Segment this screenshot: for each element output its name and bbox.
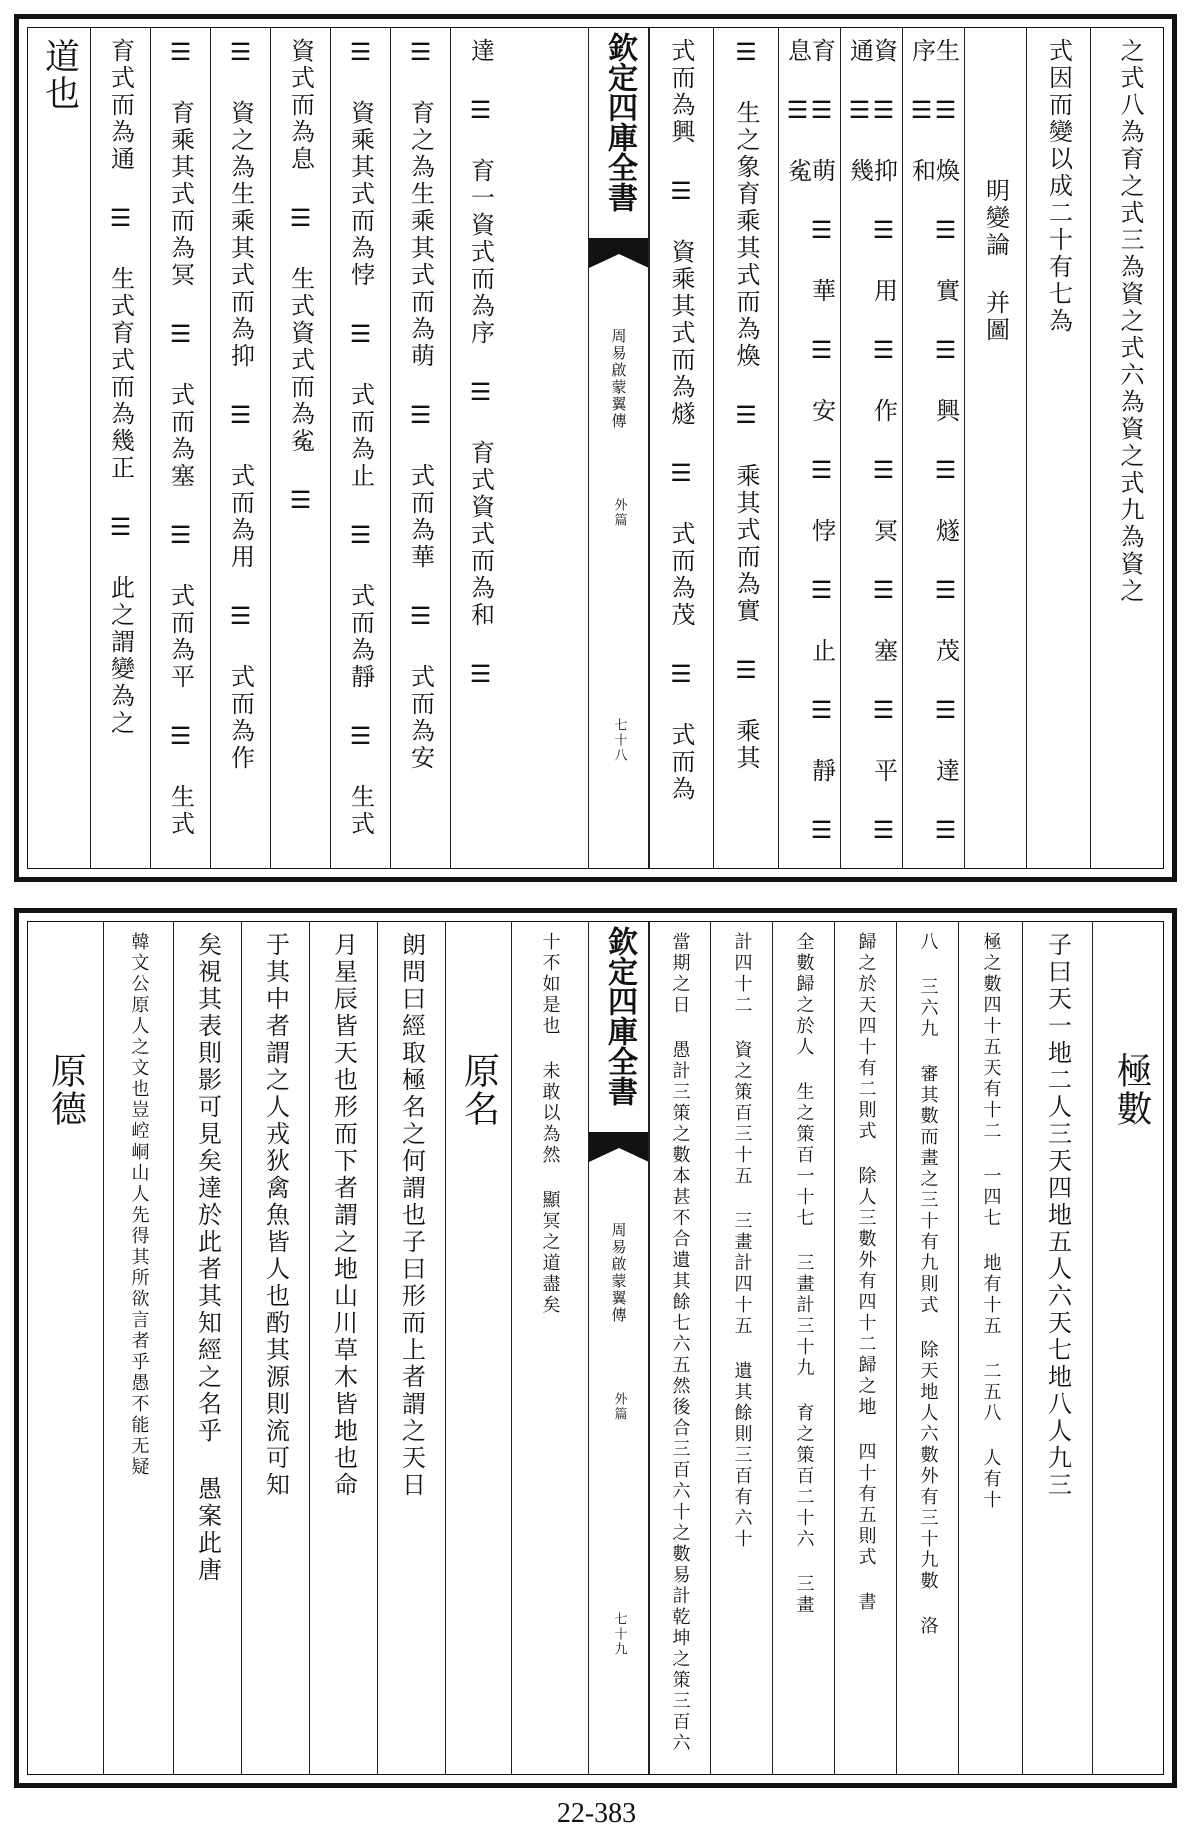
text-column: 八 三六九 審其數而畫之三十有九則式 除天地人六數外有三十九數 洛: [917, 932, 939, 1637]
column: [958, 922, 1022, 1774]
column: [28, 922, 103, 1774]
book-title: 欽定四庫全書: [602, 32, 637, 212]
text-column: 朗問曰經取極名之何謂也子曰形而上者謂之天日: [397, 932, 426, 1499]
column: [1026, 28, 1090, 868]
text-column: ☰ 育之為生乘其式而為萌 ☰ 式而為華 ☰ 式而為安: [406, 38, 435, 772]
fishtail-mark-icon: [589, 1132, 649, 1182]
column: [1022, 922, 1092, 1774]
column: [778, 28, 840, 868]
book-title-strip: [588, 28, 650, 868]
column: [90, 28, 150, 868]
text-column: 明變論 并圖: [981, 178, 1010, 344]
leaf-number: 七十九: [611, 1612, 627, 1657]
text-column: 生 ☰ 煥 ☰ 實 ☰ 興 ☰ 燧 ☰ 茂 ☰ 達 ☰ 序 ☰ 和: [907, 38, 960, 847]
column: [210, 28, 270, 868]
column: [1092, 922, 1169, 1774]
text-column: 達 ☰ 育一資式而為序 ☰ 育式資式而為和 ☰: [466, 38, 495, 691]
text-column: 育式而為通 ☰ 生式育式而為幾正 ☰ 此之謂變為之: [106, 38, 135, 737]
top-page-panel: [14, 14, 1177, 882]
commentary-column: 韓文公原人之文也豈崆峒山人先得其所欲言者乎愚不能无疑: [128, 932, 150, 1478]
text-column: 之式八為育之式三為資之式六為資之式九為資之: [1116, 38, 1144, 605]
text-column: 育 ☰ 萌 ☰ 華 ☰ 安 ☰ 悖 ☰ 止 ☰ 靜 ☰ 息 ☰ 㝹: [783, 38, 836, 847]
page-number: 22-383: [556, 1798, 637, 1829]
text-column: 全數歸之於人 生之策百一十七 三畫計三十九 育之策百二十六 三畫: [793, 932, 815, 1616]
column: [241, 922, 309, 1774]
column: [173, 922, 241, 1774]
column: [1090, 28, 1169, 868]
column: [309, 922, 377, 1774]
text-column: 矣視其表則影可見矣達於此者其知經之名乎 愚案此唐: [193, 932, 222, 1584]
fishtail-mark-icon: [589, 238, 649, 288]
bottom-page-panel: [14, 908, 1177, 1788]
book-title-strip: [588, 922, 650, 1774]
text-column: 計四十二 資之策百三十五 三畫計四十五 遺其餘則三百有六十: [731, 932, 753, 1550]
column: [648, 922, 710, 1774]
text-column: 歸之於天四十有二則式 除人三數外有四十二歸之地 四十有五則式 書: [855, 932, 877, 1613]
section-heading: 原德: [45, 1052, 87, 1128]
text-column: 當期之日 愚計三策之數本甚不合遺其餘七六五然後合三百六十之數易計乾坤之策三百六: [669, 932, 691, 1754]
text-column: ☰ 育乘其式而為冥 ☰ 式而為塞 ☰ 式而為平 ☰ 生式: [166, 38, 195, 838]
book-title: 欽定四庫全書: [602, 926, 637, 1106]
column: [28, 28, 90, 868]
column: [710, 922, 772, 1774]
text-column: ☰ 資之為生乘其式而為抑 ☰ 式而為用 ☰ 式而為作: [226, 38, 255, 772]
text-column: 極之數四十五天有十二 一四七 地有十五 二五八 人有十: [980, 932, 1002, 1511]
text-column: 于其中者謂之人戎狄禽魚皆人也酌其源則流可知: [261, 932, 290, 1499]
text-column: ☰ 資乘其式而為悖 ☰ 式而為止 ☰ 式而為靜 ☰ 生式: [346, 38, 375, 838]
column: [964, 28, 1026, 868]
column: [450, 28, 510, 868]
column: [772, 922, 834, 1774]
column: [902, 28, 964, 868]
text-column: 道也: [39, 38, 80, 112]
text-column: 子曰天一地二人三天四地五人六天七地八人九三: [1043, 932, 1072, 1499]
book-part: 外篇: [611, 498, 627, 528]
text-column: 資式而為息 ☰ 生式資式而為㝹 ☰: [286, 38, 315, 517]
leaf-number: 七十八: [611, 718, 627, 763]
top-page-frame: [27, 27, 1164, 869]
column: [330, 28, 390, 868]
column: [377, 922, 445, 1774]
column: [511, 922, 587, 1774]
column: [103, 922, 173, 1774]
column: [896, 922, 958, 1774]
text-column: 資 ☰ 抑 ☰ 用 ☰ 作 ☰ 冥 ☰ 塞 ☰ 平 ☰ 通 ☰ 幾: [845, 38, 898, 847]
commentary-column: 十不如是也 未敢以為然 顯冥之道盡矣: [539, 932, 561, 1316]
column: [840, 28, 902, 868]
column: [390, 28, 450, 868]
column: [648, 28, 713, 868]
column: [713, 28, 778, 868]
column: [150, 28, 210, 868]
text-column: 式而為興 ☰ 資乘其式而為燧 ☰ 式而為茂 ☰ 式而為: [667, 38, 695, 803]
text-column: ☰ 生之象育乘其式而為煥 ☰ 乘其式而為實 ☰ 乘其: [732, 38, 760, 772]
book-subtitle: 周易啟蒙翼傳: [609, 328, 628, 430]
section-heading: 極數: [1111, 1052, 1152, 1128]
book-subtitle: 周易啟蒙翼傳: [609, 1222, 628, 1324]
column: [834, 922, 896, 1774]
column: [270, 28, 330, 868]
book-part: 外篇: [611, 1392, 627, 1422]
column: [445, 922, 511, 1774]
section-heading: 原名: [458, 1052, 500, 1128]
bottom-page-frame: [27, 921, 1164, 1775]
text-column: 式因而變以成二十有七為: [1044, 38, 1073, 335]
text-column: 月星辰皆天也形而下者謂之地山川草木皆地也命: [329, 932, 358, 1499]
